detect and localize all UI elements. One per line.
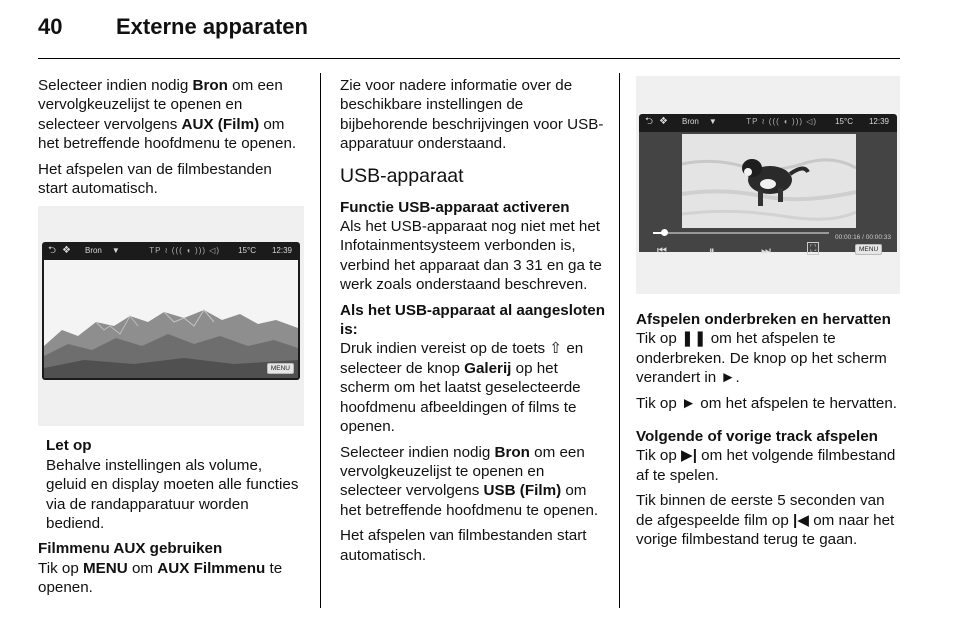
mountain-landscape-photo (44, 260, 298, 378)
menu-button[interactable]: MENU (267, 363, 294, 374)
page-title: Externe apparaten (116, 14, 308, 39)
source-label: Bron (681, 117, 699, 127)
paragraph-usb-info: Zie voor nadere informatie over de beschikbare instellingen de bijbehorende beschrijvingen voor USB-apparatuur onderstaand. (340, 77, 604, 153)
play-icon: ► (681, 394, 697, 412)
pause-icon[interactable]: ⏸ (709, 245, 715, 257)
column-divider-2 (619, 73, 620, 608)
column-2 (340, 76, 605, 571)
source-dropdown-icon: ▼ (708, 117, 717, 127)
paragraph-usb-autoplay: Het afspelen van filmbestanden start automatisch. (340, 527, 587, 564)
note-title: Let op (46, 437, 92, 455)
heading-aux-menu: Filmmenu AUX gebruiken (38, 540, 223, 558)
home-key-icon: ⇧ (549, 340, 563, 358)
note-body: Behalve instellingen als volume, geluid en display moeten alle functies via de randapparatuur worden bediend. (46, 456, 299, 533)
previous-track-icon: |◀ (793, 511, 809, 529)
source-dropdown-icon: ▼ (111, 245, 120, 255)
paragraph-usb-select: Selecteer indien nodig Bron om een vervolgkeuzelijst te openen en selecteer vervolgens USB (Film) om het betreffende hoofdmenu te openen. (340, 443, 599, 519)
heading-usb-connected: Als het USB-apparaat al aangesloten is: (340, 301, 606, 339)
status-bar (639, 114, 897, 130)
radio-status-icons: TP ≀ ((( ◖ ))) ◁) (149, 245, 221, 255)
heading-pause-resume: Afspelen onderbreken en hervatten (636, 311, 891, 328)
pause-icon: ❚❚ (681, 330, 707, 348)
clock: 12:39 (868, 117, 889, 127)
favourites-icon: ❖ (62, 244, 71, 256)
paragraph-aux-autoplay: Het afspelen van de filmbestanden start automatisch. (38, 160, 272, 198)
video-frame (682, 134, 856, 228)
menu-button[interactable]: MENU (855, 244, 882, 255)
back-icon: ⮌ (645, 116, 654, 128)
paragraph-usb-connect: Als het USB-apparaat nog niet met het Infotainmentsysteem verbonden is, verbind het apparaat dan 3 31 en ga te werk zoals onderstaand beschreven. (340, 218, 602, 294)
heading-next-previous: Volgende of vorige track afspelen (636, 428, 878, 446)
note (46, 436, 304, 533)
paragraph-usb-gallery: Druk indien vereist op de toets ⇧ en selecteer de knop Galerij op het scherm om het laatst geselecteerde hoofdmenu afbeeldingen of films te openen. (340, 340, 584, 436)
play-icon: ► (720, 369, 736, 387)
next-track-icon[interactable]: ⏭ (761, 245, 771, 257)
paragraph-aux-select: Selecteer indien nodig Bron om een vervolgkeuzelijst te openen en selecteer vervolgens AUX (Film) om het betreffende hoofdmenu te openen. (38, 77, 297, 153)
usb-video-screen (639, 114, 897, 257)
heading-usb-activate: Functie USB-apparaat activeren (340, 198, 570, 216)
aux-landscape-image (44, 260, 298, 378)
header-divider (38, 58, 900, 59)
player-controls (639, 242, 897, 260)
aux-screen (42, 242, 300, 380)
column-3 (636, 76, 900, 555)
previous-track-icon[interactable]: ⏮ (657, 245, 667, 257)
paragraph-next: Tik op ▶| om het volgende filmbestand af te spelen. (636, 447, 896, 484)
heading-usb-device: USB-apparaat (340, 164, 464, 187)
timecode: 00:00:16 / 00:00:33 (835, 234, 892, 241)
column-1 (38, 76, 304, 604)
usb-screen-illustration (636, 76, 900, 294)
next-track-icon: ▶| (681, 447, 697, 465)
radio-status-icons: TP ≀ ((( ◖ ))) ◁) (746, 117, 818, 127)
aux-screen-illustration (38, 206, 304, 426)
back-icon: ⮌ (48, 244, 57, 256)
page-number: 40 (38, 14, 63, 39)
paragraph-previous: Tik binnen de eerste 5 seconden van de afgespeelde film op |◀ om naar het vorige filmbestand terug te gaan. (636, 492, 895, 549)
status-bar (42, 242, 300, 258)
temperature: 15°C (835, 117, 853, 127)
video-player (639, 132, 897, 257)
paragraph-pause: Tik op ❚❚ om het afspelen te onderbreken. De knop op het scherm verandert in ►. (636, 330, 887, 387)
progress-handle[interactable] (661, 229, 668, 236)
clock: 12:39 (271, 245, 292, 255)
paragraph-resume: Tik op ► om het afspelen te hervatten. (636, 394, 898, 412)
column-divider-1 (320, 73, 321, 608)
source-label: Bron (84, 245, 102, 255)
fullscreen-icon[interactable]: ⛶ (807, 242, 819, 255)
paragraph-aux-menu: Tik op MENU om AUX Filmmenu te openen. (38, 559, 283, 597)
dog-in-water-photo (682, 134, 856, 228)
temperature: 15°C (238, 245, 256, 255)
page-ref-icon[interactable]: 3 (513, 256, 522, 274)
progress-bar[interactable] (653, 232, 829, 234)
favourites-icon: ❖ (659, 116, 668, 128)
